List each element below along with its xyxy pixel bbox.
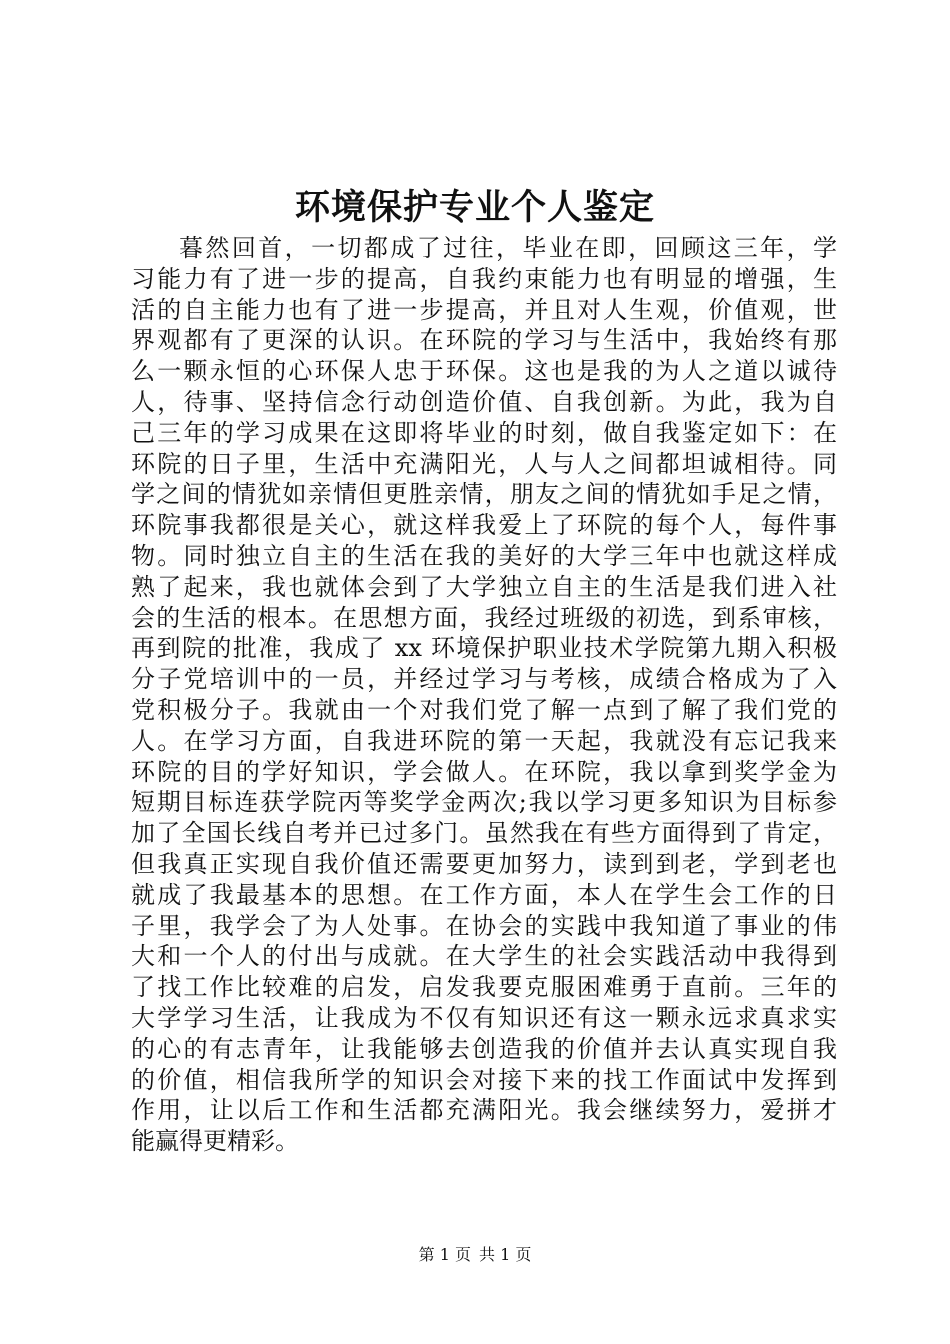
body-line: 加了全国长线自考并已过多门。虽然我在有些方面得到了肯定，	[131, 819, 837, 848]
body-line: 环院的目的学好知识，学会做人。在环院，我以拿到奖学金为	[131, 757, 837, 786]
document-title: 环境保护专业个人鉴定	[294, 187, 655, 228]
body-line: 短期目标连获学院丙等奖学金两次;我以学习更多知识为目标参	[131, 788, 837, 817]
body-line: 但我真正实现自我价值还需要更加努力，读到到老，学到老也	[131, 849, 837, 878]
body-line: 的心的有志青年，让我能够去创造我的价值并去认真实现自我	[131, 1034, 837, 1063]
body-line: 物。同时独立自主的生活在我的美好的大学三年中也就这样成	[131, 541, 837, 570]
document-body	[131, 233, 837, 1157]
body-line: 人，待事、坚持信念行动创造价值、自我创新。为此，我为自	[131, 387, 837, 416]
body-line: 会的生活的根本。在思想方面，我经过班级的初选，到系审核，	[131, 603, 837, 632]
body-line: 活的自主能力也有了进一步提高，并且对人生观，价值观，世	[131, 295, 837, 324]
body-line: 暮然回首，一切都成了过往，毕业在即，回顾这三年，学	[179, 234, 837, 262]
page-total: 共 1 页	[479, 1245, 532, 1264]
body-line: 的价值，相信我所学的知识会对接下来的找工作面试中发挥到	[131, 1065, 837, 1094]
body-line: 就成了我最基本的思想。在工作方面，本人在学生会工作的日	[131, 880, 837, 909]
body-line: 子里，我学会了为人处事。在协会的实践中我知道了事业的伟	[131, 911, 837, 940]
page-footer	[0, 1244, 950, 1266]
body-line: 熟了起来，我也就体会到了大学独立自主的生活是我们进入社	[131, 572, 837, 601]
body-line: 界观都有了更深的认识。在环院的学习与生活中，我始终有那	[131, 326, 837, 355]
body-line: 分子党培训中的一员，并经过学习与考核，成绩合格成为了入	[131, 665, 837, 694]
body-line: 习能力有了进一步的提高，自我约束能力也有明显的增强，生	[131, 264, 837, 293]
body-line: 么一颗永恒的心环保人忠于环保。这也是我的为人之道以诚待	[131, 357, 837, 386]
body-line: 环院事我都很是关心，就这样我爱上了环院的每个人，每件事	[131, 511, 837, 540]
body-line: 大学学习生活，让我成为不仅有知识还有这一颗永远求真求实	[131, 1003, 837, 1032]
body-line: 党积极分子。我就由一个对我们党了解一点到了解了我们党的	[131, 695, 837, 724]
body-line: 人。在学习方面，自我进环院的第一天起，我就没有忘记我来	[131, 726, 837, 755]
body-line-last: 能赢得更精彩。	[131, 1127, 299, 1156]
body-line: 大和一个人的付出与成就。在大学生的社会实践活动中我得到	[131, 942, 837, 971]
body-line: 作用，让以后工作和生活都充满阳光。我会继续努力，爱拼才	[131, 1096, 837, 1125]
body-line: 学之间的情犹如亲情但更胜亲情，朋友之间的情犹如手足之情，	[131, 480, 837, 509]
page-number: 第 1 页	[418, 1245, 471, 1264]
body-line: 了找工作比较难的启发，启发我要克服困难勇于直前。三年的	[131, 973, 837, 1002]
body-line: 再到院的批准，我成了 xx 环境保护职业技术学院第九期入积极	[131, 634, 837, 663]
body-line: 环院的日子里，生活中充满阳光，人与人之间都坦诚相待。同	[131, 449, 837, 478]
body-line: 己三年的学习成果在这即将毕业的时刻，做自我鉴定如下：在	[131, 418, 837, 447]
